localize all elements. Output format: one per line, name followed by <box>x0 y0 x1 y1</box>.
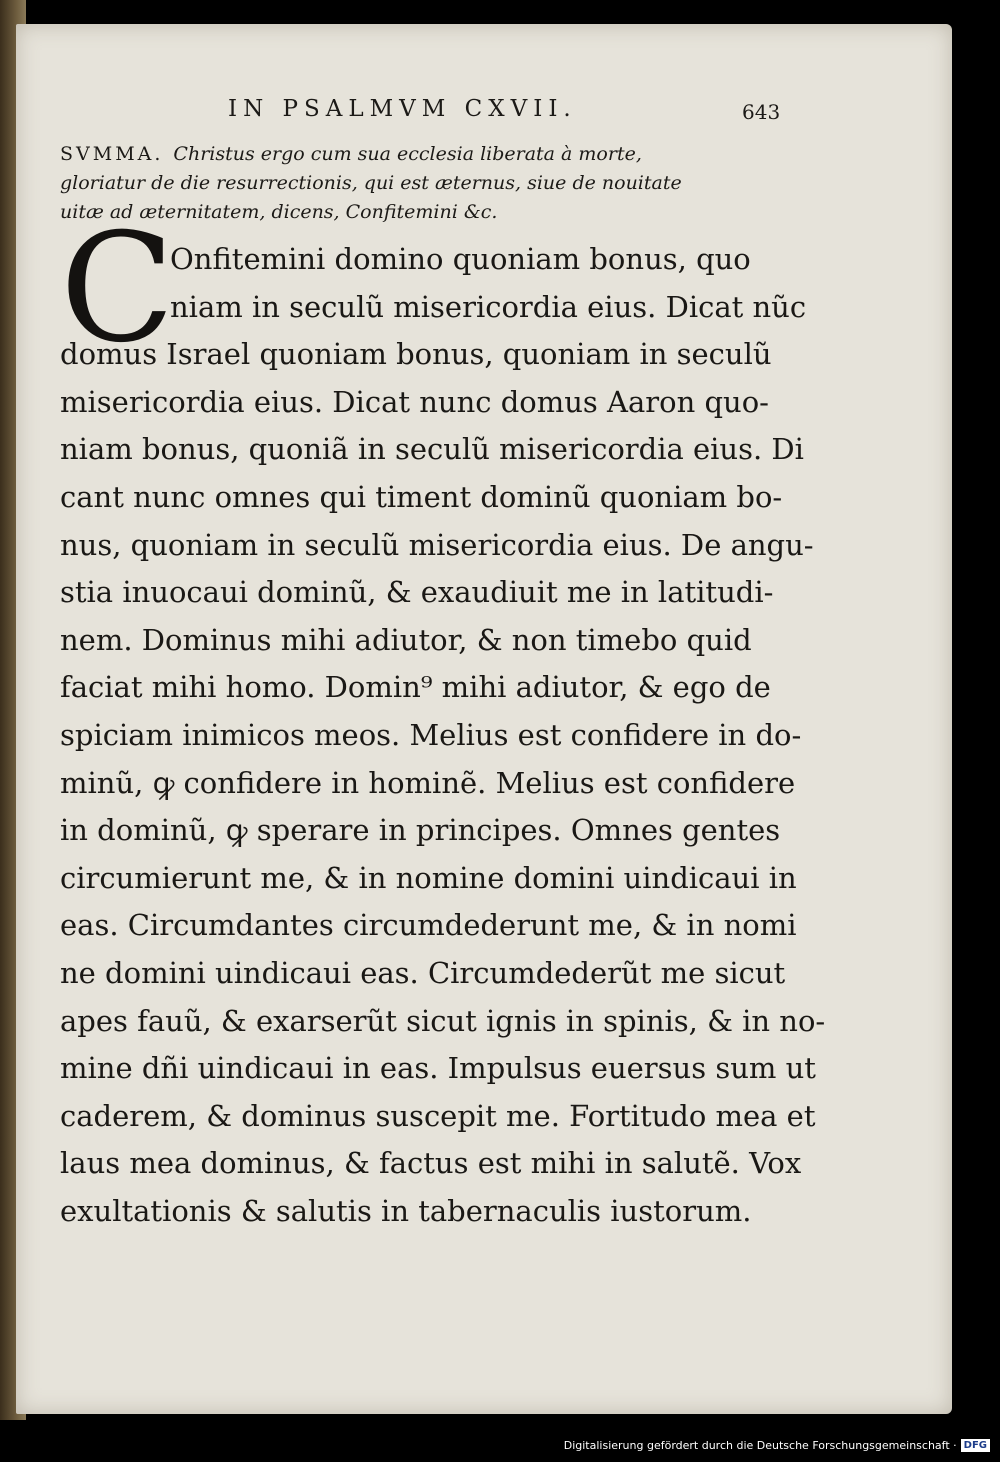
text-line: stia inuocaui dominũ, & exaudiuit me in latitudi- <box>60 575 774 610</box>
page-number: 643 <box>742 100 781 124</box>
text-line: domus Israel quoniam bonus, quoniam in seculũ <box>60 337 772 372</box>
text-line: eas. Circumdantes circumdederunt me, & in nomi <box>60 908 797 943</box>
text-line: in dominũ, ꝙ sperare in principes. Omnes gentes <box>60 813 781 848</box>
text-line: circumierunt me, & in nomine domini uindicaui in <box>60 860 797 895</box>
text-line: misericordia eius. Dicat nunc domus Aaron quo- <box>60 384 769 419</box>
text-line: faciat mihi homo. Domin⁹ mihi adiutor, & ego de <box>60 670 771 705</box>
text-line: niam bonus, quoniã in seculũ misericordia eius. Di <box>60 432 804 467</box>
text-line: niam in seculũ misericordia eius. Dicat nũc <box>170 289 807 324</box>
dfg-logo-icon: DFG <box>961 1439 990 1452</box>
text-line: mine dñi uindicaui in eas. Impulsus euersus sum ut <box>60 1051 816 1086</box>
drop-cap: C <box>60 202 175 376</box>
text-line: Onfitemini domino quoniam bonus, quo <box>170 242 751 276</box>
footer-credit <box>564 1439 990 1452</box>
text-line: nus, quoniam in seculũ misericordia eius. De angu- <box>60 527 814 562</box>
funding-credit-text: Digitalisierung gefördert durch die Deutsche Forschungsgemeinschaft · <box>563 1439 957 1452</box>
text-line: exultationis & salutis in tabernaculis iustorum. <box>60 1193 752 1228</box>
text-line: spiciam inimicos meos. Melius est confidere in do- <box>60 717 802 752</box>
text-line: nem. Dominus mihi adiutor, & non timebo quid <box>60 622 752 657</box>
running-head: IN PSALMVM CXVII. <box>228 96 577 122</box>
text-line: apes fauũ, & exarserũt sicut ignis in spinis, & in no- <box>60 1003 826 1038</box>
text-line: caderem, & dominus suscepit me. Fortitudo mea et <box>60 1098 816 1133</box>
summary-text: Christus ergo cum sua ecclesia liberata à morte, gloriatur de die resurrectionis, qui est æternus, siue de nouitate uitæ ad æternitatem, dicens, Confitemini &c. <box>60 143 682 223</box>
text-line: laus mea dominus, & factus est mihi in salutẽ. Vox <box>60 1146 802 1181</box>
text-line: cant nunc omnes qui timent dominũ quoniam bo- <box>60 479 783 514</box>
text-line: ne domini uindicaui eas. Circumdederũt me sicut <box>60 955 786 990</box>
body-text <box>60 202 826 1235</box>
text-line: minũ, ꝙ confidere in hominẽ. Melius est confidere <box>60 765 796 800</box>
summary-label: SVMMA. <box>60 143 164 165</box>
